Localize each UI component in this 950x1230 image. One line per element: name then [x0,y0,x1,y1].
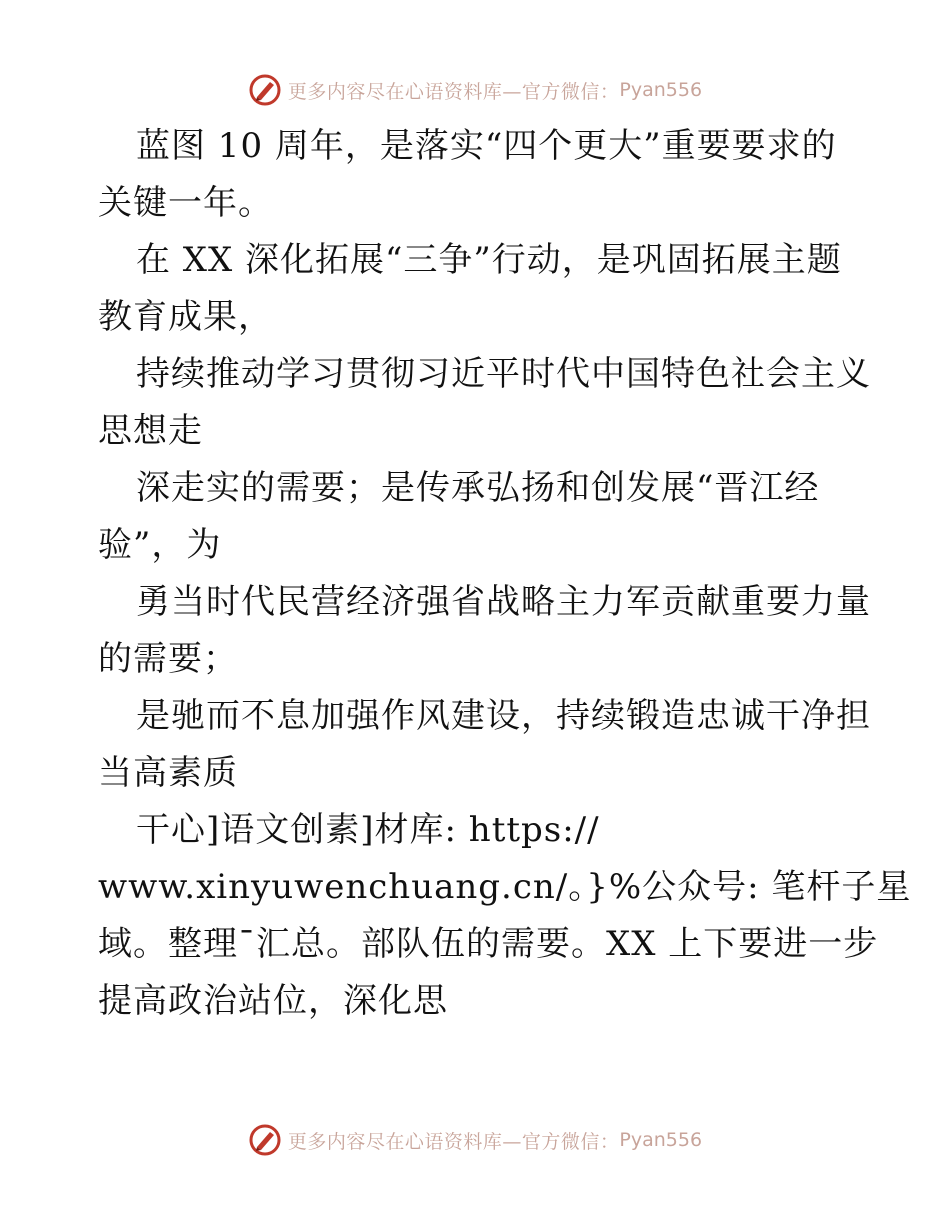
paragraph-line: 勇当时代民营经济强省战略主力军贡献重要力量 [136,582,871,622]
banner-wechat-id: Pyan556 [619,79,703,101]
banner-text: 更多内容尽在心语资料库—官方微信： [287,1130,620,1153]
paragraph-line: 教育成果， [98,297,273,337]
paragraph-line: 域。整理¯汇总。部队伍的需要。XX 上下要进一步 [98,924,879,964]
paragraph-line: 验”，为 [98,525,222,565]
paragraph-line: www.xinyuwenchuang.cn/。}%公众号: 笔杆子星 [98,867,912,907]
paragraph-line: 当高素质 [98,753,238,793]
paragraph-line: 深走实的需要；是传承弘扬和创发展“晋江经 [136,468,820,508]
header-banner [0,70,950,110]
paragraph-line: 干心]语文创素]材库: https:// [136,810,600,850]
document-body [98,118,912,1030]
footer-banner [0,1120,950,1160]
paragraph-line: 提高政治站位，深化思 [98,981,448,1021]
paragraph-line: 持续推动学习贯彻习近平时代中国特色社会主义 [136,354,871,394]
pen-logo-icon [248,1123,282,1157]
banner-text: 更多内容尽在心语资料库—官方微信： [287,80,620,103]
paragraph-line: 思想走 [98,411,203,451]
banner-wechat-id: Pyan556 [619,1129,703,1151]
paragraph-line: 在 XX 深化拓展“三争”行动，是巩固拓展主题 [136,240,842,280]
paragraph-line: 蓝图 10 周年，是落实“四个更大”重要要求的 [136,126,837,166]
paragraph-line: 的需要； [98,639,238,679]
paragraph-line: 关键一年。 [98,183,273,223]
pen-logo-icon [248,73,282,107]
paragraph-line: 是驰而不息加强作风建设，持续锻造忠诚干净担 [136,696,871,736]
